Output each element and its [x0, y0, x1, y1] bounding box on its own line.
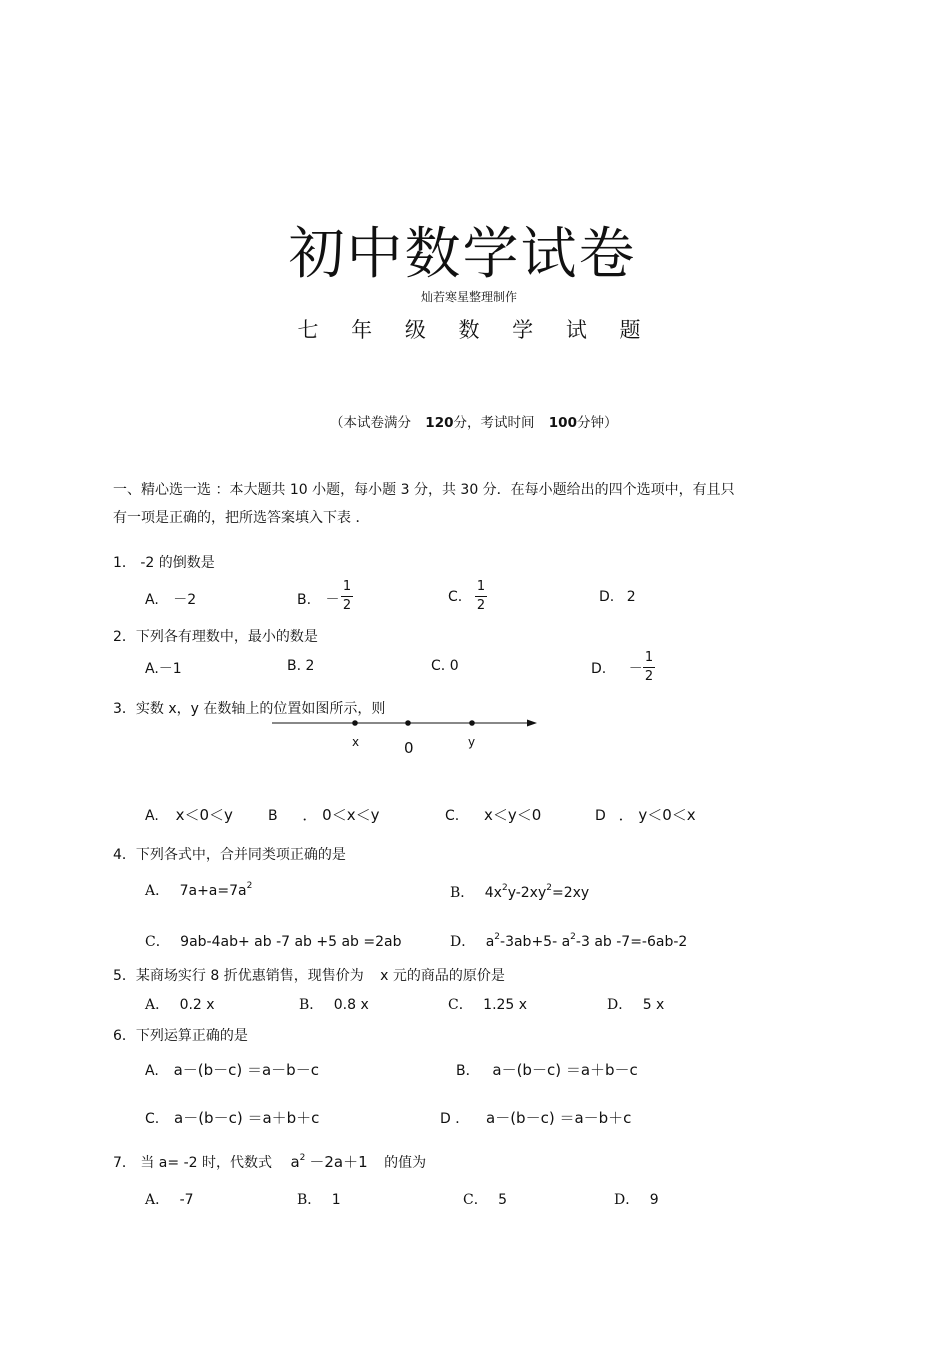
option-text: 9ab-4ab+ ab -7 ab +5 ab =2ab [180, 934, 402, 950]
option-text: 5 [498, 1192, 508, 1208]
option-t1: 4x [484, 885, 502, 901]
option-t3: -3 ab -7=-6ab-2 [575, 934, 688, 950]
q6-option-d [440, 1107, 631, 1128]
q2-d-fraction [642, 651, 656, 684]
option-t3: =2xy [552, 885, 590, 901]
exponent: 2 [570, 932, 576, 942]
option-label: C. [448, 589, 463, 605]
option-text: ． 0＜x＜y [302, 806, 380, 824]
option-label: A. [145, 808, 159, 824]
option-t2: y-2xy [507, 885, 547, 901]
option-text: a－(b－c) ＝a＋b－c [492, 1061, 638, 1079]
question-5-stem [113, 965, 505, 985]
q3-option-c [445, 804, 541, 825]
option-label: C． [448, 997, 473, 1013]
denominator: 2 [476, 598, 486, 613]
option-label: D． [450, 934, 476, 950]
option-label: D． [614, 1192, 640, 1208]
option-text: 1 [331, 1192, 341, 1208]
option-text: a－(b－c) ＝a－b－c [173, 1061, 319, 1079]
option-text: －1 [158, 661, 182, 677]
q7-option-a [145, 1189, 194, 1209]
expr-base: a [290, 1153, 300, 1171]
option-text: -7 [179, 1192, 194, 1208]
option-label: B. [297, 592, 312, 608]
full-score: 120 [425, 415, 454, 431]
question-2-stem: 2．下列各有理数中，最小的数是 [113, 629, 318, 645]
q2-option-c [431, 658, 459, 674]
q6-option-b [456, 1059, 638, 1080]
q7-option-c [463, 1189, 507, 1209]
option-label: B． [450, 885, 475, 901]
option-text: ． y＜0＜x [618, 806, 696, 824]
option-text: 1.25 x [483, 997, 528, 1013]
option-label: A． [145, 883, 170, 899]
expr-rest: －2a＋1 [309, 1153, 368, 1171]
option-label: A． [145, 1192, 170, 1208]
option-text: －2 [173, 592, 197, 608]
q5-option-d [607, 994, 664, 1014]
option-label: D. [591, 661, 607, 677]
option-label: A． [145, 997, 170, 1013]
option-sign: － [325, 592, 340, 608]
option-label: D ． [440, 1111, 470, 1127]
option-label: B [268, 808, 278, 824]
option-text: x＜0＜y [175, 806, 233, 824]
numerator: 1 [476, 579, 486, 594]
q7-option-d [614, 1189, 659, 1209]
q1-c-fraction [474, 580, 488, 613]
main-title: 初中数学试卷 [288, 222, 637, 287]
question-7-stem [113, 1151, 426, 1172]
option-t2: -3ab+5- a [500, 934, 571, 950]
section1-line2: 有一项是正确的，把所选答案填入下表 ． [113, 510, 370, 526]
q4-option-d [450, 931, 687, 951]
option-label: D. [599, 589, 615, 605]
denominator: 2 [342, 598, 352, 613]
option-label: B． [299, 997, 324, 1013]
option-text: a－(b－c) ＝a＋b＋c [174, 1109, 320, 1127]
exam-info-part1: （本试卷满分 [330, 415, 411, 431]
number-line [270, 713, 540, 733]
exponent: 2 [494, 932, 501, 942]
question-4-stem: 4．下列各式中，合并同类项正确的是 [113, 847, 346, 863]
q4-option-a [145, 880, 252, 900]
stem-part-a: 5．某商场实行 8 折优惠销售，现售价为 [113, 968, 364, 984]
question-6-stem: 6．下列运算正确的是 [113, 1028, 248, 1044]
expression [290, 1153, 367, 1171]
question-1-stem: 1． -2 的倒数是 [113, 555, 215, 571]
exam-info-part2: 分，考试时间 [453, 415, 535, 431]
option-text: a－(b－c) ＝a－b＋c [486, 1109, 632, 1127]
option-t1: a [485, 934, 495, 950]
option-label: B． [456, 1063, 480, 1079]
number-line-label-0: 0 [404, 739, 414, 757]
q1-option-a [145, 589, 196, 609]
q3-option-a [145, 804, 233, 825]
question-3-stem: 3．实数 x，y 在数轴上的位置如图所示，则 [113, 701, 386, 717]
q2-option-b [287, 658, 314, 674]
q4-option-b [450, 882, 589, 902]
option-text: x＜y＜0 [484, 806, 542, 824]
author-line: 灿若寒星整理制作 [420, 290, 517, 304]
q2-option-d [591, 658, 643, 678]
numerator: 1 [342, 579, 352, 594]
q1-option-b [297, 589, 340, 609]
option-label: A. [145, 592, 159, 608]
q1-option-c [448, 589, 462, 605]
exam-info [330, 411, 617, 431]
exam-info-part3: 分钟） [576, 415, 618, 431]
option-label: C. [145, 1111, 160, 1127]
stem-part-b: 的值为 [384, 1155, 427, 1171]
q3-option-d [595, 804, 696, 825]
option-label: D． [607, 997, 633, 1013]
stem-part-b: x 元的商品的原价是 [380, 968, 505, 984]
option-text: 0.8 x [333, 997, 369, 1013]
section1-line1: 一、精心选一选 ：本大题共 10 小题，每小题 3 分，共 30 分．在每小题给出的四个选项中，有且只 [113, 482, 735, 498]
denominator: 2 [644, 669, 654, 684]
option-label: C. [431, 658, 446, 674]
option-label: A. [145, 1063, 159, 1079]
q6-option-c [145, 1107, 319, 1128]
q7-option-b [297, 1189, 341, 1209]
exponent: 2 [501, 883, 508, 893]
q5-option-c [448, 994, 527, 1014]
numerator: 1 [644, 650, 654, 665]
option-text: 0.2 x [179, 997, 215, 1013]
q6-option-a [145, 1059, 319, 1080]
exponent: 2 [299, 1153, 306, 1163]
option-text: 7a+a=7a [179, 883, 247, 899]
q1-option-d [599, 589, 636, 605]
option-text: 5 x [642, 997, 665, 1013]
option-label: C． [145, 934, 170, 950]
number-line-label-x: x [352, 735, 360, 749]
option-label: A. [145, 661, 159, 677]
exam-minutes: 100 [548, 415, 577, 431]
q5-option-a [145, 994, 215, 1014]
subtitle: 七 年 级 数 学 试 题 [297, 318, 641, 342]
option-label: B． [297, 1192, 322, 1208]
q2-option-a [145, 658, 182, 678]
q1-b-fraction [340, 580, 354, 613]
exponent: 2 [246, 881, 253, 891]
q3-option-b [268, 804, 379, 825]
q4-option-c [145, 931, 402, 951]
option-text: 0 [449, 658, 459, 674]
option-label: B. [287, 658, 302, 674]
option-sign: － [628, 661, 643, 677]
option-label: C. [445, 808, 460, 824]
option-label: C． [463, 1192, 488, 1208]
option-text: 2 [626, 589, 636, 605]
option-label: D [595, 808, 606, 824]
stem-part-a: 7． 当 a= -2 时，代数式 [113, 1155, 272, 1171]
exponent: 2 [546, 883, 552, 893]
option-text: 9 [649, 1192, 659, 1208]
option-text: 2 [305, 658, 315, 674]
q5-option-b [299, 994, 369, 1014]
number-line-label-y: y [468, 735, 476, 749]
